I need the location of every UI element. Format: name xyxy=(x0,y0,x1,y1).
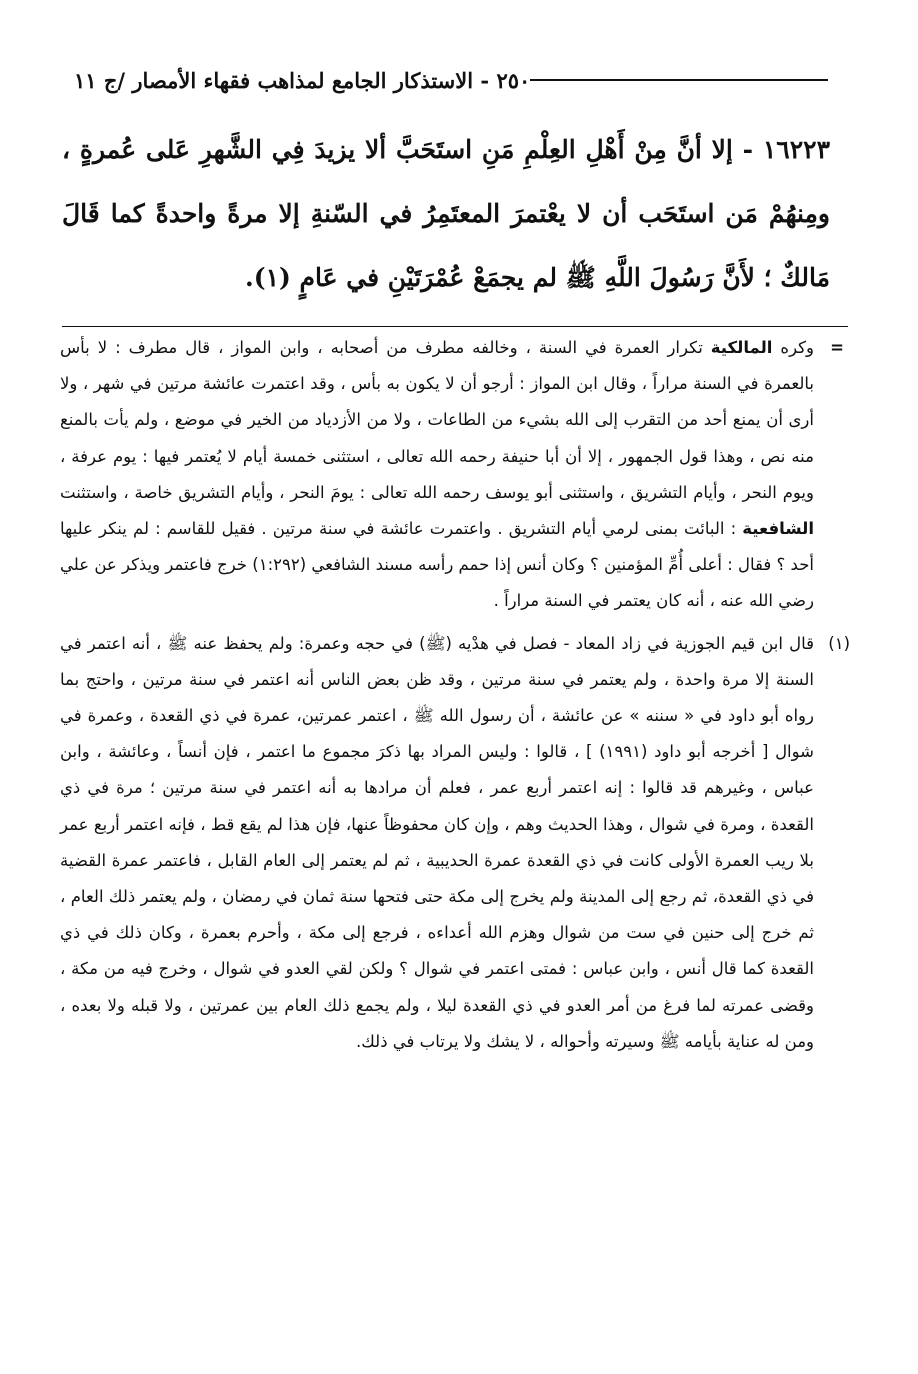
footnote-text-start: وكره xyxy=(772,338,814,357)
main-text xyxy=(62,118,830,310)
running-header: ٢٥٠ - الاستذكار الجامع لمذاهب فقهاء الأمصار /ج ١١ xyxy=(74,67,531,93)
footnote-number: (١) xyxy=(828,633,850,653)
footnotes xyxy=(60,330,850,1060)
school-name-shafiiyya: الشافعية xyxy=(742,519,814,539)
footnote-continuation xyxy=(60,330,844,620)
footnote-1-text: قال ابن قيم الجوزية في زاد المعاد - فصل في هدْيه (ﷺ) في حجه وعمرة: ولم يحفظ عنه ﷺ ، أنه اعتمر في السنة إلا مرة واحدة ، ولم يعتمر في سنة مرتين ، وقد ظن بعض الناس أنه اعتمر في سنة مرتين ، واحتج بما رواه أبو داود في « سننه » عن عائشة ، أن رسول الله ﷺ ، اعتمر عمرتين، عمرة في ذي القعدة ، وعمرة في شوال [ أخرجه أبو داود (١٩٩١) ] ، قالوا : وليس المراد بها ذكرَ مجموع ما اعتمر ، فإن أنساً ، وعائشة ، وابن عباس ، وغيرهم قد قالوا : إنه اعتمر أربع عمر ، فعلم أن مرادها به أنه اعتمر في سنة مرتين ؛ مرة في ذي القعدة ، ومرة في شوال ، وهذا الحديث وهم ، وإن كان محفوظاً عنها، فإن هذا لم يقع قط ، فإنه اعتمر أربع عمر بلا ريب العمرة الأولى كانت في ذي القعدة عمرة الحديبية ، ثم لم يعتمر إلى العام القابل ، فاعتمر عمرة القضية في ذي القعدة، ثم رجع إلى المدينة ولم يخرج إلى مكة حتى فتحها سنة ثمان في رمضان ، ولم يعتمر ذلك العام ، ثم خرج إلى حنين في ست من شوال وهزم الله أعداءه ، فرجع إلى مكة ، وأحرم بعمرة ، وكان ذلك في ذي القعدة كما قال أنس ، وابن عباس : فمتى اعتمر في شوال ؟ ولكن لقي العدو في شوال ، وخرج فيه من مكة ، وقضى عمرته لما فرغ من أمر العدو في ذي القعدة ليلا ، ولم يجمع ذلك العام بين عمرتين ، ولا قبله ولا بعده ، ومن له عناية بأيامه ﷺ وسيرته وأحواله ، لا يشك ولا يرتاب في ذلك. xyxy=(60,633,814,1051)
footnote-separator xyxy=(62,326,848,327)
footnote-text-middle: تكرار العمرة في السنة ، وخالفه مطرف من أصحابه ، وابن المواز ، قال مطرف : لا بأس بالعمرة في السنة مراراً ، وقال ابن المواز : أرجو أن لا يكون به بأس ، وقد اعتمرت عائشة مرتين في شهر ، ولا أرى أن يمنع أحد من التقرب إلى الله بشيء من الطاعات ، ولا من الأزدياد من الخير في موضع ، ولم يأت بالمنع منه نص ، وهذا قول الجمهور ، إلا أن أبا حنيفة رحمه الله تعالى ، استثنى خمسة أيام لا يُعتمر فيها : يوم عرفة ، ويوم النحر ، وأيام التشريق ، واستثنى أبو يوسف رحمه الله تعالى : يومَ النحر ، وأيام التشريق خاصة ، واستثنت xyxy=(60,338,814,502)
footnote-text-end: : البائت بمنى لرمي أيام التشريق . واعتمرت عائشة في سنة مرتين . فقيل للقاسم : لم ينكر عليها أحد ؟ فقال : أعلى أُمِّ المؤمنين ؟ وكان أنس إذا حمم رأسه مسند الشافعي (١:٢٩٢) خرج فاعتمر ويذكر عن علي رضي الله عنه ، أنه كان يعتمر في السنة مراراً . xyxy=(60,519,814,611)
header-rule xyxy=(530,79,828,81)
footnote-1 xyxy=(60,626,850,1060)
page-header xyxy=(60,58,840,102)
main-paragraph: ١٦٢٢٣ - إلا أنَّ مِنْ أَهْلِ العِلْمِ مَنِ استَحَبَّ ألا يزيدَ فِي الشَّهرِ عَلى عُمرةٍ ، ومِنهُمْ مَن استَحَب أن لا يعْتمرَ المعتَمِرُ في السّنةِ إلا مرةً واحدةً كما قَالَ مَالكٌ ؛ لأَنَّ رَسُولَ اللَّهِ ﷺ لم يجمَعْ عُمْرَتَيْنِ في عَامٍ (١). xyxy=(62,135,830,292)
continuation-marker: = xyxy=(830,338,844,357)
school-name-malikiyya: المالكية xyxy=(710,338,773,357)
